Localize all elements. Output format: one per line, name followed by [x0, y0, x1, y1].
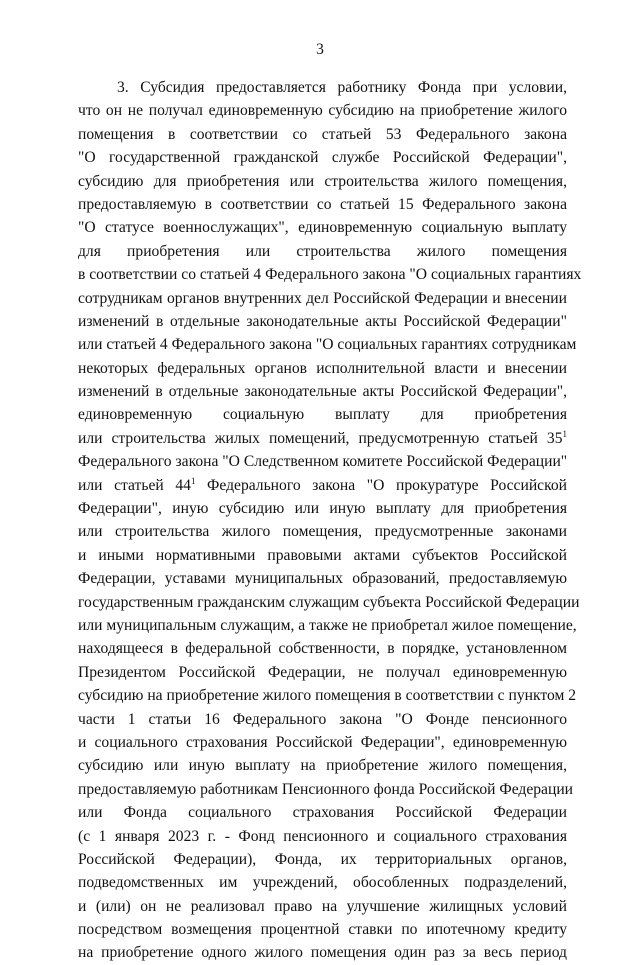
paragraph-line: государственным гражданским служащим субъекта Российской Федерации: [78, 593, 580, 611]
paragraph-line: или статьей $44^1$ Федерального закона "О прокуратуре Российской: [78, 475, 568, 494]
paragraph-line: или строительства жилых помещений, предусмотренную статьей $35^1$: [78, 428, 567, 447]
paragraph-line: "О государственной гражданской службе Российской Федерации",: [78, 149, 567, 167]
paragraph-line: или Фонда социального страхования Российской Федерации: [78, 804, 567, 822]
document-body: [78, 76, 582, 965]
paragraph-line: 3. Субсидия предоставляется работнику Фонда при условии,: [117, 79, 567, 96]
paragraph-line: части 1 статьи 16 Федерального закона "О Фонде пенсионного: [78, 710, 567, 728]
paragraph-line: или строительства жилого помещения, предусмотренные законами: [78, 523, 567, 541]
paragraph-line: подведомственных им учреждений, обособленных подразделений,: [78, 874, 567, 892]
paragraph-line: Президентом Российской Федерации, не получал единовременную: [78, 663, 567, 681]
paragraph-line: что он не получал единовременную субсидию на приобретение жилого: [78, 102, 567, 120]
paragraph-line: или статьей 4 Федерального закона "О социальных гарантиях сотрудникам: [78, 336, 577, 354]
paragraph-line: и иными нормативными правовыми актами субъектов Российской: [78, 546, 567, 564]
paragraph-line: и (или) он не реализовал право на улучшение жилищных условий: [78, 897, 567, 915]
paragraph-line: Федерального закона "О Следственном комитете Российской Федерации": [78, 453, 568, 471]
paragraph-line: предоставляемую в соответствии со статьей 15 Федерального закона: [78, 195, 567, 213]
paragraph-line: субсидию на приобретение жилого помещения в соответствии с пунктом 2: [78, 687, 577, 705]
paragraph-line: помещения в соответствии со статьей 53 Федерального закона: [78, 125, 567, 143]
paragraph-line: единовременную социальную выплату для приобретения: [78, 406, 567, 424]
paragraph-line: изменений в отдельные законодательные акты Российской Федерации": [78, 312, 567, 330]
paragraph-line: (с 1 января 2023 г. - Фонд пенсионного и социального страхования: [78, 827, 567, 845]
paragraph-line: субсидию или иную выплату на приобретение жилого помещения,: [78, 757, 567, 775]
paragraph-line: Российской Федерации), Фонда, их территориальных органов,: [78, 850, 567, 868]
paragraph-line: для приобретения или строительства жилого помещения: [78, 242, 567, 260]
paragraph-line: на приобретение одного жилого помещения один раз за весь период: [78, 944, 567, 962]
paragraph-line: или муниципальным служащим, а также не приобретал жилое помещение,: [78, 616, 577, 634]
superscript: 1: [190, 475, 196, 486]
paragraph-line: субсидию для приобретения или строительства жилого помещения,: [78, 172, 567, 190]
paragraph-line: сотрудникам органов внутренних дел Российской Федерации и внесении: [78, 289, 567, 307]
paragraph-line: предоставляемую работникам Пенсионного фонда Российской Федерации: [78, 780, 574, 798]
paragraph-line: Федерации", иную субсидию или иную выплату для приобретения: [78, 500, 567, 518]
paragraph-line: Федерации, уставами муниципальных образований, предоставляемую: [78, 570, 567, 588]
paragraph-line: посредством возмещения процентной ставки по ипотечному кредиту: [78, 921, 567, 939]
paragraph-line: изменений в отдельные законодательные акты Российской Федерации",: [78, 383, 567, 401]
superscript: 1: [562, 428, 567, 439]
paragraph-line: "О статусе военнослужащих", единовременную социальную выплату: [78, 219, 567, 237]
paragraph-line: находящееся в федеральной собственности, в порядке, установленном: [78, 640, 567, 658]
paragraph-line: в соответствии со статьей 4 Федерального закона "О социальных гарантиях: [78, 266, 582, 284]
paragraph-line: некоторых федеральных органов исполнительной власти и внесении: [78, 359, 567, 377]
page-number: 3: [316, 41, 324, 58]
paragraph-line: и социального страхования Российской Федерации", единовременную: [78, 733, 567, 751]
